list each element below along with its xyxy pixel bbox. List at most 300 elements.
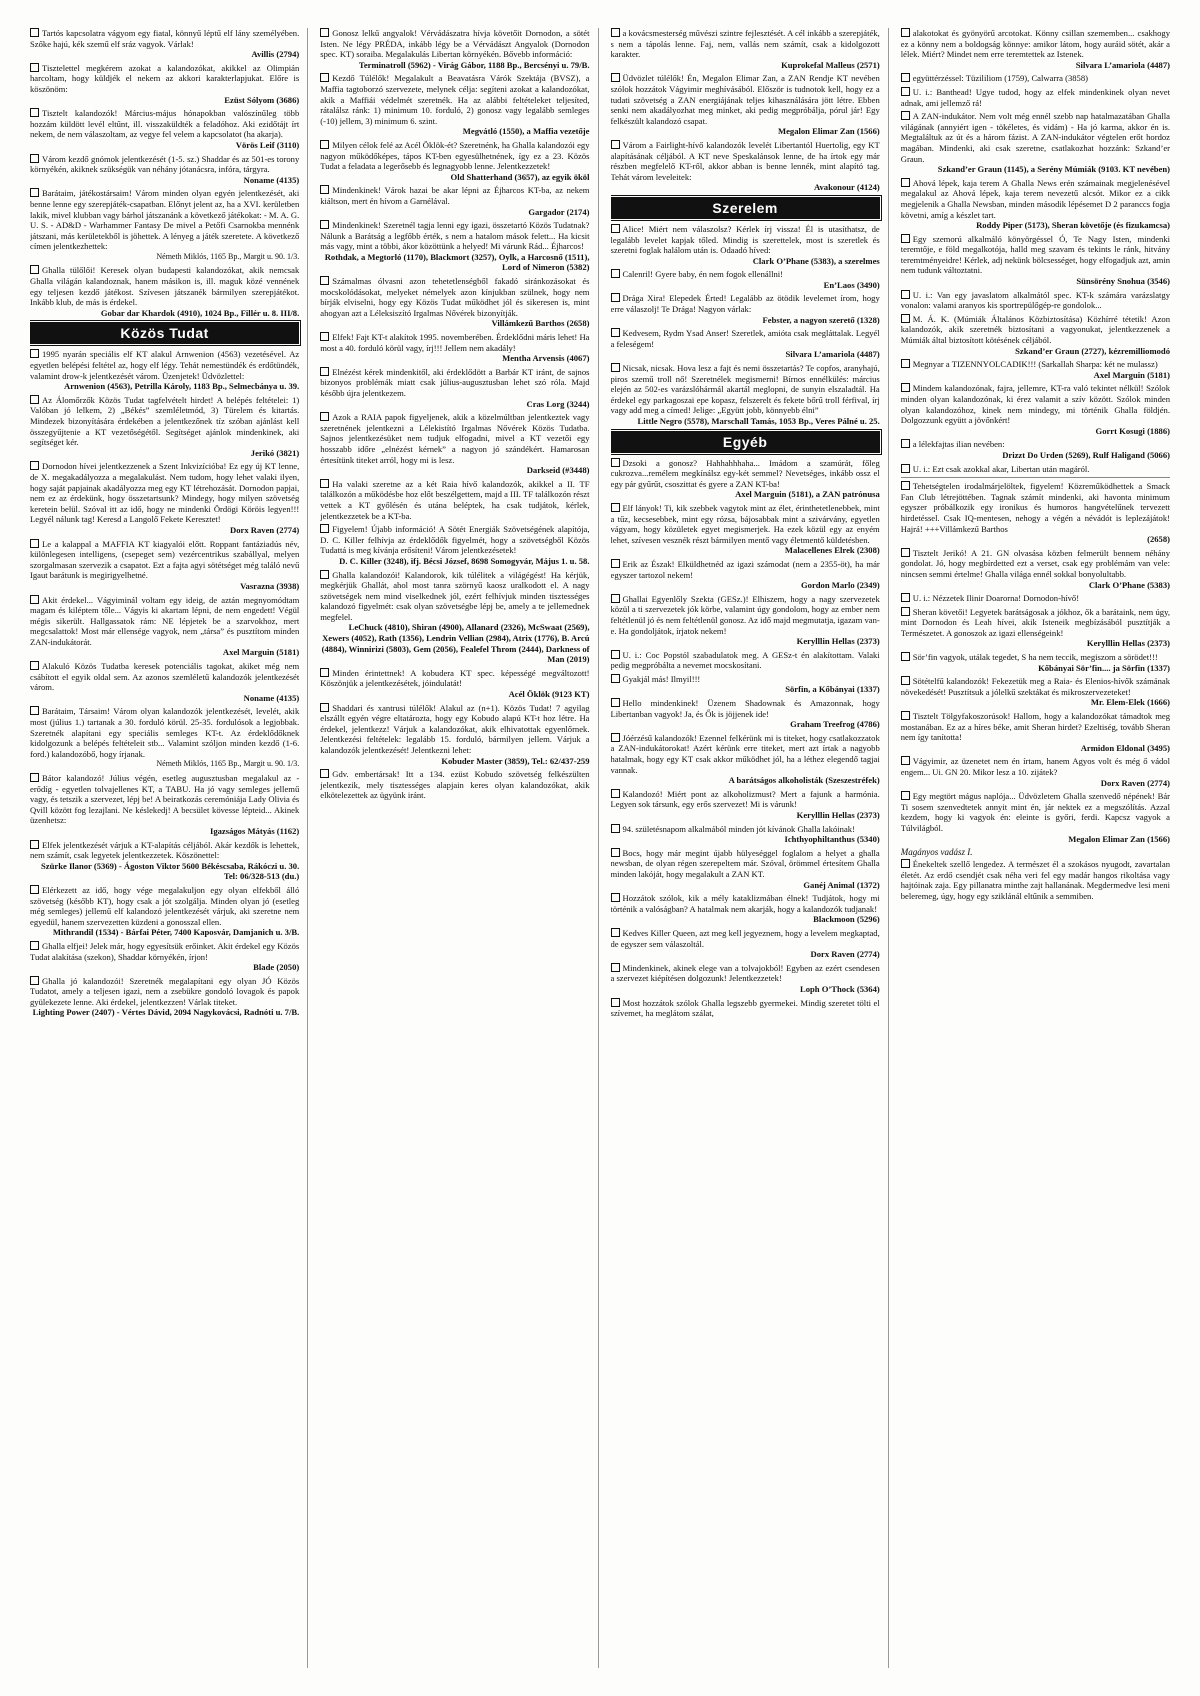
- classified-ad: [901, 73, 1170, 84]
- classified-ad: [901, 791, 1170, 844]
- ad-text: Mindenkinek, akinek elege van a tolvajokból! Egyben az ezért csendesen a szervezet kiépítésen dolgozunk! Jelentkezzetek!: [610, 962, 880, 984]
- ad-signature: Axel Marguin (5181): [1093, 369, 1170, 380]
- checkbox-icon: [30, 773, 39, 782]
- ad-signature: Clark O’Phane (5383), a szerelmes: [752, 255, 880, 266]
- checkbox-icon: [611, 140, 620, 149]
- ad-signature: Armidon Eldonal (3495): [1080, 742, 1170, 753]
- ad-signature: Darkseid (#3448): [526, 465, 590, 476]
- ad-text: Dzsoki a gonosz? Hahhahhhaha... Imádom a szamúrát, főleg cukrozva...remélem megkínálsz egy-két semmel? Nevetséges, inkább ossz el egy pár gyűrűt, csoszittat és gyere a ZAN KT-ba!: [610, 457, 880, 489]
- ad-signature: Mentha Arvensis (4067): [502, 353, 590, 364]
- classified-ad: [320, 220, 589, 273]
- classified-ad: [611, 224, 880, 266]
- checkbox-icon: [901, 464, 910, 473]
- checkbox-icon: [901, 676, 910, 685]
- subheading: Magányos vadász I.: [900, 847, 973, 858]
- ad-text: Milyen célok felé az Acél Öklök-ét? Szeretnénk, ha Ghalla kalandozói egy nagyon működőképes, tápos KT-ben egyesülhetnének, így ez a 23. Közös Tudat a feladata a legerősebb és legnagyobb lenne. Jelentkezzetek!: [320, 139, 590, 172]
- ad-text: Sheran követői! Legyetek barátságosak a jókhoz, ők a barátaink, nem úgy, mint Dornodon és Leah hívei, akik Isteneik megbízásából pusztítják a Természetet. A gonoszok az igazi ellenségeink!: [900, 606, 1170, 638]
- ad-signature: Megalon Elimar Zan (1566): [1068, 833, 1170, 844]
- ad-signature: Sörfin, a Kőbányai (1337): [785, 684, 880, 695]
- ad-signature: Gobar dar Khardok (4910), 1024 Bp., Fillér u. 8. III/8.: [100, 307, 300, 318]
- ad-signature: Blade (2050): [253, 962, 300, 973]
- classified-ad: [30, 840, 299, 882]
- ad-text: Kalandozó! Miért pont az alkoholizmust? Mert a fajunk a harmónia. Legyen sok társunk, egy erős szervezet! Mi is várunk!: [610, 788, 880, 810]
- ad-text: U. i.: Van egy javaslatom alkalmától spec. KT-k számára varázslatgy vonalon: valami aranyos kis sportrepülőgép-re gondolok...: [900, 289, 1170, 311]
- ad-text: Énekeltek szellő lengedez. A természet él a szokásos nyugodt, zavartalan életét. Az erdő csendjét csak néha veri fel egy madár hangos rikoltása vagy hajtóinak zaja. Egy pillanatra minthe zajt hallanának. Megdermedve lesi meni beleremeg, úgy, hogy egy sziklánál eltűnik a semmiben.: [900, 859, 1170, 901]
- checkbox-icon: [320, 220, 329, 229]
- classified-ad: [611, 928, 880, 960]
- checkbox-icon: [611, 458, 620, 467]
- checkbox-icon: [901, 87, 910, 96]
- ad-signature: Kuprokefal Malleus (2571): [781, 59, 880, 70]
- checkbox-icon: [30, 265, 39, 274]
- classified-ad: [901, 314, 1170, 356]
- ad-signature: Cras Lorg (3244): [526, 398, 590, 409]
- ad-text: Sör’fin vagyok, utálak tegedet, S ha nem teccik, megiszom a sörödet!!!: [912, 652, 1158, 663]
- ad-text: Minden érintettnek! A kobudera KT spec. képességé megváltozott! Köszönjük a jelentkezésétek, jóindulatát!: [320, 667, 590, 689]
- ad-text: Bátor kalandozó! Július végén, esetleg augusztusban megalakul az - erődíg - egyetlen tolvajellenes KT, a TABU. Ha jó vagy semleges jellemű vagy, és tetszik a szervezet, lépj be! A beiratkozás ceremóniája Lady Olivia és Qvill között fog lezajlani. Ne késlekedj! A becsület kövesse lépteid... Akinek üzenhetsz:: [30, 773, 300, 826]
- ad-text: a lélekfajtas ilian nevében:: [912, 439, 1005, 450]
- classified-ad: [611, 559, 880, 591]
- ad-text: Gdv. embertársak! Itt a 134. ezüst Kobudo szövetség felkészülten jelentkezik, mely tisztességes alapjain keres olyan kalandozókat, akik elkötelezettek az ügyünk iránt.: [320, 769, 590, 801]
- checkbox-icon: [901, 548, 910, 557]
- ad-text: Figyelem! Újabb információ! A Sötét Energiák Szövetségének alapítója, D. C. Killer felhívja az érdeklődők figyelmét, hogy a szövetségből Közös Tudattá is meg kívánja erősíteni! Várom jelentkezésetek!: [320, 524, 590, 556]
- ad-text: Megnyar a TIZENNYOLCADIK!!! (Sarkallah Sharpa: két ne mulassz): [912, 359, 1158, 370]
- checkbox-icon: [320, 479, 329, 488]
- classified-ad: [611, 503, 880, 556]
- classified-ad: [320, 140, 589, 182]
- ad-address: Németh Miklós, 1165 Bp., Margit u. 90. 1/3.: [156, 759, 300, 769]
- checkbox-icon: [611, 928, 620, 937]
- checkbox-icon: [611, 293, 620, 302]
- classified-ad: [611, 363, 880, 427]
- checkbox-icon: [611, 594, 620, 603]
- ad-text: Kedves Killer Queen, azt meg kell jegyeznem, hogy a levelem megkaptad, de egyszer sem válaszoltál.: [610, 927, 880, 949]
- ad-text: Elf lányok! Ti, kik szebbek vagytok mint az élet, érinthetetlenebbek, mint a tűz, kecsesebbek, mint egy rózsa, bájosabbak mint a szivárvány, egyetlen vágyam, hogy közületek egyet megismerjek. Ha ezek közül egy az enyém lehet, szívesen vesznék részt bármilyen mentő vagy életmentő küldetésben.: [610, 502, 880, 545]
- ad-text: Hozzátok szólok, kik a mély kataklizmában élnek! Tudjátok, hogy mi történik a valóságban? A hatalmak nem akarják, hogy a kalandozók tudjanak!: [610, 893, 880, 914]
- classified-ad: [611, 674, 880, 695]
- ad-signature: Szkand’er Graun (1145), a Serény Múmiák (9103. KT nevében): [937, 164, 1170, 175]
- ad-signature: Megvátló (1550), a Maffia vezetője: [462, 126, 590, 137]
- ad-text: Tisztelt kalandozók! Március-május hónapokban valószínűleg több hozzám küldött levél eltűnt, ill. visszaküldték a feladóhoz. Aki ezidőtájt írt nekem, de nem válaszoltam, az vegye fel velem a kapcsolatot (ha akarja).: [30, 108, 300, 140]
- ad-signature: Arnwenion (4563), Petrilla Károly, 1183 Bp., Selmecbánya u. 39.: [64, 381, 300, 392]
- checkbox-icon: [611, 28, 620, 37]
- classified-ad: [320, 703, 589, 767]
- section-header: Egyéb: [611, 431, 880, 453]
- checkbox-icon: [320, 28, 329, 37]
- ad-text: Azok a RAIA papok figyeljenek, akik a közelmúltban jelentkeztek vagy szeretnének jelentkezni a Lélekistító Irgalmas Nővérek Közös Tudatba. Sajnos jelentkezésüket nem tudjuk elfogadni, mivel a KT vezetői egy hosszabb időre „elnézést kérnek” a nagyon jó szándékért. Hamarosan értesítünk titeket arról, hogy mi is lesz.: [320, 412, 590, 465]
- checkbox-icon: [320, 524, 329, 533]
- column-1: [30, 28, 308, 1668]
- ad-signature: Lighting Power (2407) - Vértes Dávid, 2094 Nagykovácsi, Radnóti u. 7/B.: [32, 1007, 300, 1018]
- ad-text: alakotokat és gyönyörű arcotokat. Könny csillan szememben... csakhogy ez a könny nem a boldogság könnye: amikor látom, hogy auráid sötét, akár a lélek. Miért? Mindet nem erre teremtettek az Istenek.: [900, 28, 1170, 60]
- classified-ad: [611, 140, 880, 193]
- classified-ad: [901, 439, 1170, 460]
- checkbox-icon: [901, 234, 910, 243]
- ad-signature: Gorrt Kosugi (1886): [1095, 425, 1170, 436]
- classified-ad: [901, 607, 1170, 649]
- checkbox-icon: [611, 674, 620, 683]
- ad-text: Le a kalappal a MAFFIA KT kiagyalói előtt. Roppant fantáziadús név, különlegesen intelligens, (csepeget sem) vezércentrikus szabállyal, melyen szorgalmasan szervezik a csapatot. Ezt a fajta agyi sötétséget még találó nevű Igaut barátunk is megirigyelhetné.: [30, 538, 300, 581]
- ad-text: Mindenkinek! Szeretnél tagja lenni egy igazi, összetartó Közös Tudatnak? Nálunk a Barátság a legfőbb érték, s nem a hatalom mások felett... Ha kicsit más vagy, mint a többi, ákor közöttünk a helyed! Mi várunk Rád... Éjharcos!: [320, 220, 590, 252]
- ad-signature: Noname (4135): [243, 174, 300, 185]
- checkbox-icon: [30, 840, 39, 849]
- ad-signature: Graham Treefrog (4786): [790, 719, 880, 730]
- ad-signature: Old Shatterhand (3657), az egyik ököl: [450, 171, 590, 182]
- classified-ad: [30, 976, 299, 1018]
- classified-ad: [320, 668, 589, 700]
- ad-text: U. i.: Nézzetek Ilinir Doarorna! Dornodon-hívő!: [912, 593, 1080, 604]
- checkbox-icon: [30, 976, 39, 985]
- classified-ad: [901, 234, 1170, 287]
- ad-text: Elnézést kérek mindenkitől, aki érdeklődött a Barbár KT iránt, de sajnos bizonyos problémák miatt csak július-augusztusban lehet szó róla. Majd később újra jelentkezem.: [320, 366, 590, 398]
- ad-text: Ha valaki szeretne az a két Raia hívő kalandozók, akikkel a II. TF találkozón a működésbe hoz előt beszélgettem, majd a III. TF találkozón részt vettek a KT győlésén és utána beléptek, ha csak tudjátok, kérlek, jelentkezzetek be a KT-ba.: [320, 478, 590, 521]
- ad-signature: Axel Marguin (5181), a ZAN patrónusa: [735, 489, 880, 500]
- ad-signature: Avillis (2794): [251, 49, 300, 60]
- checkbox-icon: [611, 328, 620, 337]
- classified-ad: [611, 293, 880, 325]
- classified-ad: [320, 570, 589, 665]
- checkbox-icon: [611, 650, 620, 659]
- ad-signature: Acél Öklök (9123 KT): [508, 689, 590, 700]
- checkbox-icon: [611, 963, 620, 972]
- ad-text: Ghalla tülőlői! Keresek olyan budapesti kalandozókat, akik nemcsak Ghalla világán kalandoznak, hanem másikon is, ill. maguk közé vennének egy teljesen kezdő játékost. Szívesen játszanék bármilyen szerepjátékot. Inkább klub, de más is érdekel.: [30, 265, 300, 308]
- ad-signature: Little Negro (5578), Marschall Tamás, 1053 Bp., Veres Pálné u. 25.: [637, 416, 880, 426]
- ad-signature: Malacellenes Elrek (2308): [784, 545, 880, 556]
- checkbox-icon: [901, 607, 910, 616]
- classified-ad: [30, 661, 299, 703]
- ad-signature: Megalon Elimar Zan (1566): [777, 126, 880, 137]
- classified-ad: [901, 593, 1170, 604]
- ad-signature: Ezüst Sólyom (3686): [224, 94, 300, 105]
- classified-ad: [611, 594, 880, 647]
- ad-text: Drága Xira! Elepedek Érted! Legalább az ötödik levelemet írom, hogy erre válaszolj! Te Drága! Nagyon várlak:: [610, 293, 880, 315]
- checkbox-icon: [611, 998, 620, 1007]
- checkbox-icon: [320, 769, 329, 778]
- classified-ad: [320, 28, 589, 70]
- checkbox-icon: [901, 359, 910, 368]
- checkbox-icon: [30, 885, 39, 894]
- classified-ad: [901, 652, 1170, 673]
- column-4: [901, 28, 1170, 1668]
- classified-ad: [320, 332, 589, 364]
- ad-signature: Dorx Raven (2774): [810, 949, 880, 960]
- checkbox-icon: [320, 185, 329, 194]
- classified-ad: [320, 769, 589, 801]
- ad-text: Calenril! Gyere baby, én nem fogok ellenállni!: [622, 269, 784, 280]
- ad-text: U. i.: Ezt csak azokkal akar, Libertan után magáról.: [912, 463, 1090, 474]
- checkbox-icon: [901, 314, 910, 323]
- checkbox-icon: [320, 570, 329, 579]
- classified-ad: [901, 711, 1170, 753]
- ad-text: Egy megtört mágus naplója... Üdvözletem Ghalla szenvedő népének! Bár Ti sosem szenvedtetek annyit mint én, jár nektek ez a megszólítás. Azzal kezdem, hogy ki vagyok én: eleinte is győri, ferdi. Kapcsz vagyok a Túlvilágból.: [900, 791, 1170, 833]
- classified-ad: [30, 154, 299, 186]
- classified-ad: [611, 963, 880, 995]
- ad-text: Bocs, hogy már megint újabb hülyeséggel foglalom a helyet a ghalla newsban, de olyan régen szerepeltem már. Szóval, örömmel értesítem Ghalla minden lakóját, hogy megalakult a ZAN KT.: [610, 847, 880, 879]
- ad-signature: Kerylllin Hellas (2373): [796, 636, 880, 647]
- ad-text: Ghalla kalandozói! Kalandorok, kik túlélitek a világégést! Ha kérjük, megkérjük Ghallát, ahol most tanra szörnyű kaosz uralkodott el. A nagy szövetségek nem mind viselkednek jól, ezért felhívjuk minden tisztességes kalandozó figyelmét: csak olyan szövetségbe lépj be, amely a te jellemednek megfelel.: [320, 569, 590, 622]
- ad-signature: Blackmoon (5296): [813, 914, 880, 925]
- ad-signature: Silvara L’amariola (4487): [785, 349, 880, 360]
- ad-signature: Villámkezű Barthos (2658): [491, 318, 590, 329]
- column-3: [611, 28, 889, 1668]
- checkbox-icon: [320, 276, 329, 285]
- ad-text: Jóérzésű kalandozók! Ezennel felkérünk mi is titeket, hogy csatlakozzatok a ZAN-indukátorokat! Azért kérünk erre titeket, mert azt írtak a nagyobb hatalmak, hogy egy KT csak akkor működhet jól, ha a léthez elegendő tagjai vannak.: [610, 732, 880, 775]
- classified-ad: [611, 269, 880, 290]
- classified-ad: [320, 367, 589, 409]
- ad-signature: Kerylllin Hellas (2373): [796, 810, 880, 820]
- classified-ad: [901, 548, 1170, 590]
- ad-signature: Axel Marguin (5181): [222, 647, 300, 658]
- checkbox-icon: [901, 481, 910, 490]
- ad-signature: Gordon Marlo (2349): [800, 580, 880, 591]
- checkbox-icon: [611, 224, 620, 233]
- ad-signature: (2658): [1147, 534, 1170, 545]
- ad-text: Dornodon hívei jelentkezzenek a Szent Inkvizícióba! Ez egy új KT lenne, de X. megakadályozza a megalakulást. Nem tudom, hogy lehet valaki ilyen, hogy saját papjainak akadályozza meg egy KT létrehozását. Dornodon papjai, nem ez az érdekünk, hogy összetartsunk? Mindegy, hogy milyen szövetség keretein belül. Szóval itt az idő, hogy ne mindenki Ördögi Köröis legyen!!! Legyél nálunk tag! Keresd a Langolő Fekete Keresztet!: [30, 461, 300, 525]
- ad-text: együttérzéssel: Tüzililiom (1759), Calwarra (3858): [912, 73, 1088, 84]
- ad-text: M. Á. K. (Múmiák Általános Közbiztosítása) Közhírré tétetik! Azon kalandozók, akik szeretnék biztosítani a vagyonukat, jelentkezzenek a Múmiák által biztosított kötésének céljából.: [900, 313, 1170, 346]
- ad-signature: Febster, a nagyon szerető (1328): [762, 314, 880, 325]
- checkbox-icon: [30, 63, 39, 72]
- ad-signature: LeChuck (4810), Shiran (4900), Allanard (2326), McSwaat (2569), Xewers (4052), Rath (1356), Lendrin Vellian (2984), Atrix (1776), B. Arcú (4884), Winnirizi (5803), Gem (2056), Fealefel Throm (2444), Darkness of Man (2019): [321, 622, 590, 665]
- checkbox-icon: [320, 332, 329, 341]
- ad-text: Sötételfű kalandozók! Fekezetük meg a Raia- és Elenios-hívők számának növekedését! Pusztítsuk a jólelkű szektákat és mikroszervezeteket!: [900, 676, 1170, 697]
- ad-text: Alice! Miért nem válaszolsz? Kérlek írj vissza! Él is utasíthatsz, de legalább levelet kapjak tőled. Mindig is szerettelek, most is szeretlek és szeretni foglak halálom után is. Odaadó híved:: [610, 223, 880, 256]
- classified-ad: [901, 383, 1170, 436]
- ad-text: Egy szemorú alkalmáló könyörgéssel Ó, Te Nagy Isten, mindenki teremtője, e föld megalkotója, halld meg szavam és tekints le ránk, hitvány teremtményeidre! Kérlek, adj nekünk bölcsességet, hogy elfogadjuk azt, amin nem tudunk változtatni.: [900, 233, 1170, 276]
- ad-text: Ghalla elfjei! Jelek már, hogy egyesítsük erőinket. Akit érdekel egy Közös Tudat alakítása (szekon), Shaddar környékén, írjon!: [30, 940, 300, 962]
- ad-signature: Roddy Piper (5173), Sheran követője (és fizukamcsa): [976, 220, 1170, 231]
- ad-signature: Sünsörény Snohua (3546): [1076, 276, 1170, 287]
- checkbox-icon: [611, 824, 620, 833]
- checkbox-icon: [611, 848, 620, 857]
- classified-ad: [901, 859, 1170, 901]
- ad-text: 1995 nyarán speciális elf KT alakul Arnwenion (4563) vezetésével. Az egyetlen belépési feltétel az, hogy elf légy. Tehát nemestündék és erdőtündék, valamint drow-k jelentkezését várom. Üzenjetek! Üdvözlettel:: [30, 349, 300, 381]
- ad-signature: Kobuder Master (3859), Tel.: 62/437-259: [441, 755, 590, 766]
- classified-ad: [901, 290, 1170, 311]
- ad-signature: A barátságos alkoholisták (Szeszestréfek): [728, 775, 880, 786]
- ad-signature: Jerikó (3821): [250, 447, 300, 458]
- ad-signature: Mr. Elem-Elek (1666): [1090, 697, 1170, 708]
- ad-signature: Rothdak, a Megtorló (1170), Blackmort (3257), Oylk, a Harcosnő (1511), Lord of Nimeron (5382): [324, 251, 590, 273]
- columns: [30, 28, 1170, 1668]
- checkbox-icon: [320, 140, 329, 149]
- classified-ad: [30, 941, 299, 973]
- classified-ad: [611, 458, 880, 500]
- ad-text: Számalmas ólvasni azon tehetetlenségből fakadó siránkozásokat és mocskolódásokat, melyeket némelyek azon kínjukban szülnek, hogy nem bírják elviselni, hogy egy Közös Tudat működhet jól és sikeresen is, mint ahogyan azt a Léleksiszító Irgalmas Nővérek bizonyítják.: [320, 276, 590, 318]
- classified-ad: [30, 706, 299, 770]
- classified-ad: [320, 185, 589, 217]
- ad-text: Barátaim, Társaim! Várom olyan kalandozók jelentkezését, levelét, akik most (július 1.) tartanak a 30. forduló körül. 25-35. fordulósok a legjobbak. Szeretnék alapítani egy speciális semleges KT-t. Az érdeklődőknek kidolgozunk a belépés feltételeit stb... Valamint szóljon minden kezdő (1-6. ford.) kalandozóbő, hogy írjanak.: [30, 706, 300, 759]
- ad-signature: Dorx Raven (2774): [1100, 777, 1170, 788]
- classified-ad: [611, 698, 880, 730]
- ad-signature: Kőbányai Sör’fin.... ja Sörfin (1337): [1038, 662, 1170, 673]
- ad-address: Németh Miklós, 1165 Bp., Margit u. 90. 1/3.: [156, 251, 300, 261]
- ad-text: Mindenkinek! Várok hazai be akar lépni az Éjharcos KT-ba, az nekem kiáltson, mert én hívom a Garnélával.: [320, 185, 590, 206]
- ad-signature: Loph O’Thock (5364): [800, 983, 880, 994]
- checkbox-icon: [320, 367, 329, 376]
- classified-ad: [901, 464, 1170, 475]
- classified-ad: [30, 63, 299, 105]
- ad-text: Barátaim, játékostársaim! Várom minden olyan egyén jelentkezését, aki benne lenne egy szerepjáték-csapatban. Előnyt jelent az, ha a XVI. kerületben lakik, mivel klubban vagy bárhol játszanánk a következő játékokat: - M. A. G. U. S. - AD&D - Warhammer Fantasy De mivel a Petőfi Csarnokba mennénk játszani, más kerületekből is jöhettek. A lényeg a játék szeretete. A következő címen jelentkezhettek:: [30, 188, 300, 252]
- checkbox-icon: [30, 349, 39, 358]
- ad-signature: Silvara L’amariola (4487): [1075, 59, 1170, 70]
- ad-text: Akit érdekel... Vágyiminál voltam egy ideig, de aztán megnyomódtam magam és kiléptem tőle... Vágyis ki akartam lépni, de nem engedett! Végül mégis sikerült. Hallgassatok rám: NE lépjetek be a szarvokhoz, mert megcsalattok! Most már ellensége vagyok, nem „társa” és pusztítom minden ZAN-indukátorát.: [30, 594, 300, 647]
- ad-text: A ZAN-indukátor. Nem volt még ennél szebb nap hatalmazatában Ghalla világának (annyiért igen - tökéletes, és vidám) - Ha jó karma, akkor én is. Megtaláltuk az út és a három fázist. A ZAN-indukátor végtelen erőt hordoz magában. Mindenki, aki csak szeretne, csatlakozhat hozzánk: Szkand’er Graun.: [900, 111, 1170, 164]
- classified-ad: [320, 524, 589, 566]
- classified-ad: [320, 479, 589, 521]
- checkbox-icon: [901, 711, 910, 720]
- ad-signature: Vasrazna (3938): [240, 580, 300, 591]
- checkbox-icon: [901, 756, 910, 765]
- classified-ad: [30, 595, 299, 659]
- classified-ad: [30, 265, 299, 318]
- ad-text: U. i.: Coc Popstól szabadulatok meg. A GESz-t én alakítottam. Valaki pedig megpróbálta a nevemet mocskosítani.: [610, 649, 880, 671]
- ad-text: Elfek! Fajt KT-t alakítok 1995. novemberében. Érdeklődni máris lehet! Ha most a 40. forduló körül vagy, írj!!! Jellem nem akadály!: [320, 332, 590, 353]
- ad-signature: Szürke Ilanor (5369) - Ágoston Viktor 5600 Békéscsaba, Rákóczi u. 30. Tel: 06/328-513 (du.): [41, 860, 300, 882]
- ad-text: Nicsak, nicsak. Hova lesz a fajt és nemi összetartás? Te copfos, aranyhajú, piros szemű troll nő! Szeretnélek megismerni! Bírnos ennélkülés: március elején az 502-es varázslóhármál akartál meglopni, de sunyin elszaladtál. Ha érdekel egy parkagoszai epe kopasz, felszerelt és fekete bőrű troll férfival, írj vagy add meg a címed! Jelige: „Együtt jobb, könnyebb élni”: [610, 363, 880, 416]
- classified-ad: [611, 848, 880, 890]
- ad-text: 94. születésnapom alkalmából minden jót kívánok Ghalla lakóinak!: [622, 823, 855, 834]
- ad-text: Üdvözlet túlélők! Én, Megalon Elimar Zan, a ZAN Rendje KT nevében szólok hozzátok Vágyimir meghívásából. Először is tudnotok kell, hogy ez a tudati szövetség a ZAN energiájának teljes kihasználására jött létre. Ebben senki nem akadályozhat meg minket, aki pedig megpróbálja, pórul jár! Egy felkészült kalandozó csapat.: [610, 73, 880, 126]
- ad-signature: D. C. Killer (3248), ifj. Bécsi József, 8698 Somogyvár, Május 1. u. 58.: [339, 555, 590, 566]
- classified-ad: [611, 328, 880, 360]
- ad-text: Ahová lépek, kaja terem A Ghalla News erén számainak megjelenésével megalakul az Ahová lépek, kaja terem nevezetű alcsót. Mikor ez a cikk megjelenik a Ghalla Newsban, minden második lépésemet D 2 paranccs fogja követni, amíg a készlet tart.: [900, 177, 1170, 220]
- classified-ad: [901, 178, 1170, 231]
- divider: [901, 477, 1170, 478]
- ad-text: Tartós kapcsolatra vágyom egy fiatal, könnyű léptű elf lány személyében. Szőke hajú, kék szemű elf sráz vagyok. Várlak!: [30, 28, 300, 49]
- ad-signature: Szkand’er Graun (2727), kézremilliomodó: [1015, 345, 1170, 356]
- column-2: [320, 28, 598, 1668]
- checkbox-icon: [30, 28, 39, 37]
- ad-text: a kovácsmesterség művészi szintre fejlesztését. A cél inkább a szerepjáték, s nem a tápolás lenne. Faj, nem, vallás nem számít, csak a kidolgozott karakter.: [610, 28, 880, 60]
- ad-text: Elfek jelentkezését várjuk a KT-alapítás céljából. Akár kezdők is lehettek, nem számít, csak legyetek jelentkezzetek. Köszönettel:: [30, 839, 300, 861]
- classified-ad: [30, 28, 299, 60]
- checkbox-icon: [901, 383, 910, 392]
- classified-ad: [611, 650, 880, 671]
- checkbox-icon: [30, 395, 39, 404]
- checkbox-icon: [611, 698, 620, 707]
- checkbox-icon: [901, 178, 910, 187]
- ad-signature: Noname (4135): [243, 692, 300, 703]
- ad-signature: Vörös Leif (3110): [235, 139, 300, 150]
- classified-ad: [611, 733, 880, 786]
- ad-signature: Terminatroll (5962) - Virág Gábor, 1188 Bp., Bercsényi u. 79/B.: [358, 59, 590, 70]
- classified-ad: [901, 359, 1170, 380]
- checkbox-icon: [611, 269, 620, 278]
- ad-signature: Mithrandil (1534) - Bárfai Péter, 7400 Kaposvár, Damjanich u. 3/B.: [52, 927, 300, 938]
- ad-signature: Igazságos Mátyás (1162): [209, 825, 300, 836]
- classified-ad: [30, 885, 299, 938]
- checkbox-icon: [30, 661, 39, 670]
- ad-text: Erik az Észak! Elküldhetnéd az igazi számodat (nem a 2355-öt), ha már egyszer tartozol nekem!: [610, 558, 880, 580]
- ad-signature: En’Laos (3490): [823, 279, 880, 290]
- checkbox-icon: [901, 290, 910, 299]
- checkbox-icon: [611, 73, 620, 82]
- classified-ad: [30, 773, 299, 837]
- ad-text: Most hozzátok szólok Ghalla legszebb gyermekei. Mindig szeretet tölti el szívemet, ha meglátom szálat,: [610, 997, 880, 1019]
- ad-text: Hello mindenkinek! Üzenem Shadownak és Amazonnak, hogy Libertanban vagyok! Ja, és Ők is jöjjenek ide!: [610, 698, 880, 719]
- ad-text: Tisztelt Tölgyfakoszorúsok! Hallom, hogy a kalandozókat támadtok meg mostanában. Ez az a híres béke, amit Sheran hirdet? Ezeltiség, tovább Sheran nem így tanította!: [900, 711, 1170, 743]
- classified-ad: [901, 481, 1170, 545]
- checkbox-icon: [30, 188, 39, 197]
- ad-text: Kedvesem, Rydm Ysad Anser! Szeretlek, amióta csak megláttalak. Legyél a feleségem!: [610, 328, 880, 349]
- ad-text: Gyakjál más! Ilmyil!!!: [622, 673, 701, 684]
- ad-text: U. i.: Banthead! Ugye tudod, hogy az elfek mindenkinek olyan nevet adnak, ami jellemző rá!: [900, 86, 1170, 108]
- classified-ad: [30, 349, 299, 391]
- ad-text: Shaddari és xantrusi túlélők! Alakul az (n+1). Közös Tudat! 7 agyilag elszállt egyén végre eltatározta, hogy egy Kobudo alapú KT-t hoz létre. Ha érdekel, jelentkezz! Várjuk a kalandozókat, akik elhivatottak egyenlőrnek. Jelentkezési feltételek: legalább 15. forduló, bármilyen jellem. Várjuk a kalandozók jelentkezését! Jelentkezni lehet:: [320, 702, 590, 755]
- checkbox-icon: [30, 154, 39, 163]
- checkbox-icon: [611, 503, 620, 512]
- checkbox-icon: [611, 789, 620, 798]
- classified-ad: [901, 756, 1170, 788]
- classified-ad: [901, 111, 1170, 175]
- classified-ad: [320, 412, 589, 476]
- ad-signature: Ganéj Animal (1372): [803, 879, 880, 890]
- ad-signature: Gargador (2174): [528, 206, 590, 217]
- classified-ad: [320, 73, 589, 137]
- ad-signature: Clark O’Phane (5383): [1088, 579, 1170, 590]
- checkbox-icon: [901, 791, 910, 800]
- ad-text: Várom a Fairlight-hívő kalandozók levelét Libertantól Huertolig, egy KT alapításának céljából. A KT neve Speskalánsok lenne, de ha írtok egy már részben megfelelő KT-ről, akkor abban is benne lennék, mint alapító tag. Tehát várom leveleitek:: [610, 139, 880, 182]
- ad-signature: Kerylllin Hellas (2373): [1086, 638, 1170, 649]
- checkbox-icon: [611, 363, 620, 372]
- classified-ad: [901, 676, 1170, 708]
- ad-text: Az Álomőrzők Közös Tudat tagfelvételt hirdet! A belépés feltételei: 1) Valóban jó lelkem, 2) „Békés” szemléletmód, 3) Türelem és kitartás. Mindezek bizonyítására érdekében a jelentkezőnek tíz szóban ajánlást kell összegyűjtenie a KT vezetőségétől. Segítséget ajánlok mindenkinek, aki segítséget kér.: [30, 394, 300, 448]
- classified-ad: [611, 73, 880, 137]
- checkbox-icon: [901, 73, 910, 82]
- checkbox-icon: [320, 703, 329, 712]
- checkbox-icon: [901, 111, 910, 120]
- checkbox-icon: [901, 859, 910, 868]
- classified-ad: [30, 539, 299, 592]
- checkbox-icon: [30, 595, 39, 604]
- checkbox-icon: [320, 73, 329, 82]
- ad-text: Alakuló Közös Tudatba keresek potenciális tagokat, akiket még nem csábított el egyik oldal sem. Az azonos szemléletű kalandozók jelentkezését várom.: [30, 661, 300, 693]
- classified-ad: [611, 998, 880, 1019]
- ad-text: Gonosz lelkű angyalok! Vérvádászatra hívja követőit Dornodon, a sötét Isten. Ne légy PRÉDA, inkább légy be a Vérvádászt Angyalok (Dornodon spec. KT) soraiba. Megalakulás Libertan környékén. Bővebb információ:: [320, 28, 590, 60]
- classified-ad: [320, 276, 589, 329]
- ad-text: Elérkezett az idő, hogy vége megalakuljon egy olyan elfekből álló szövetség (később KT), hogy csak a jót szolgálja. Minden olyan jó (esetleg még semleges) jellemű elf kalandozó jelentkezését várjuk, aki szeretne nem egyedül, hanem szervezetten küzdeni a gonosszal ellen.: [30, 884, 300, 927]
- checkbox-icon: [901, 439, 910, 448]
- ad-text: Mindem kalandozónak, fajra, jellemre, KT-ra való tekintet nélkül! Szólok minden olyan kalandozónak, ki érez valamit a szív között. Szólok minden olyan kalandozóhoz, kinek nem mindegy, mi történik Ghalla földjén. Dolgozzunk együtt a jövőnkért!: [900, 383, 1170, 426]
- ad-text: Vágyimir, az üzenetet nem én írtam, hanem Agyos volt és még ő vádol engem... Ui. GN 20. Mikor lesz a 10. zijátek?: [900, 756, 1170, 777]
- classified-ad: [30, 188, 299, 262]
- classified-ad: [30, 461, 299, 535]
- checkbox-icon: [320, 668, 329, 677]
- ad-text: Kezdő Túlélők! Megalakult a Beavatásra Várók Szektája (BVSZ), a Maffia tagtoborzó szervezete, melynek célja: segíteni azokat a kalandozókat, akik a Maffiái védelmét szeretnék. Ha az alábbi feltételeket teljesíted, rátalálsz ránk: 1) minimum 10. forduló, 2) gonosz vagy legalább semleges (-10) jellem, 3) minimum 6. szint.: [320, 73, 590, 126]
- classified-ad: [30, 108, 299, 150]
- checkbox-icon: [901, 593, 910, 602]
- ad-signature: Ichthyophiltanthus (5340): [784, 834, 880, 845]
- ad-text: Tisztelt Jerikó! A 21. GN olvasása közben felmerült bennem néhány gondolat. Jó, hogy megbírdetted ezt a verset, csak egy problémám van vele: nincsen semmi értelme! Ghalla világa ennél sokkal bonyolultabb.: [900, 547, 1170, 579]
- ad-text: Várom kezdő gnómok jelentkezését (1-5. sz.) Shaddar és az 501-es torony környékén, akiknek szükségük van néhány jótanácsra, infóra, tárgyra.: [30, 153, 300, 175]
- section-header: Szerelem: [611, 197, 880, 219]
- ad-signature: Dorx Raven (2774): [230, 524, 300, 535]
- checkbox-icon: [30, 461, 39, 470]
- checkbox-icon: [30, 941, 39, 950]
- ad-text: Tehetségtelen irodalmárjelöltek, figyelem! Közreműködhettek a Smack Fan Club létrejöttében. Tagnak számít mindenki, aki havonta minimum egyszer próbálkozik egy ironikus és humoros hangvételűnek tervezett hirdetéssel. Csak IQ-mentesen, nehogy a végén a névádót is leplezájátok! Hajrá! +++Villámkezű Barthos: [900, 481, 1170, 534]
- checkbox-icon: [611, 893, 620, 902]
- checkbox-icon: [30, 706, 39, 715]
- classified-ad: [611, 824, 880, 845]
- ad-text: Tisztelettel megkérem azokat a kalandozókat, akikkel az Olimpián harcoltam, hogy küldjék el nekem az akkori karakterlapjukat. Előre is köszönöm:: [30, 62, 300, 94]
- classified-ad: [901, 87, 1170, 108]
- ad-text: Ghallai Egyenlőly Szekta (GESz.)! Elhiszem, hogy a nagy szervezetek közül a ti szervezetek jók körbe, valamint úgy gondolom, hogy az ember nem feltétlenül jó és nem feltétlenül gonosz. Az idő majd megmutatja, igazam van-e. Ha gondoljátok, írjatok nekem!: [610, 593, 880, 636]
- checkbox-icon: [611, 559, 620, 568]
- checkbox-icon: [901, 28, 910, 37]
- section-header: Közös Tudat: [30, 322, 299, 344]
- ad-signature: Avakonour (4124): [813, 182, 880, 193]
